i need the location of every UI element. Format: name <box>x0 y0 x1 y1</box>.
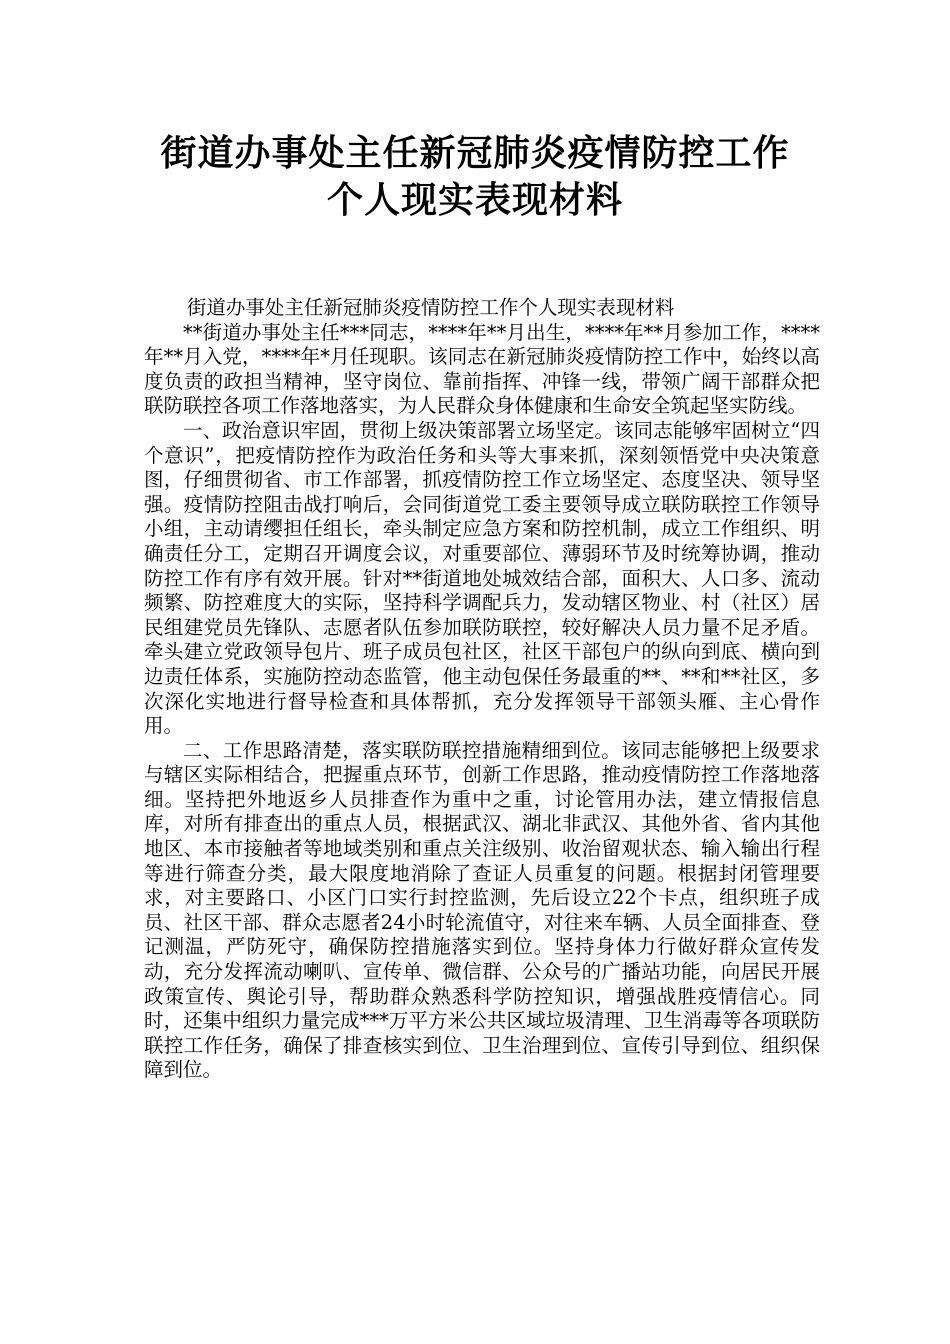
document-title-line-1: 街道办事处主任新冠肺炎疫情防控工作 <box>160 133 790 174</box>
paragraph-section-2: 二、工作思路清楚，落实联防联控措施精细到位。该同志能够把上级要求与辖区实际相结合，把握重点环节，创新工作思路，推动疫情防控工作落地落细。坚持把外地返乡人员排查作为重中之重，讨论管用办法，建立情报信息库，对所有排查出的重点人员，根据武汉、湖北非武汉、其他外省、省内其他地区、本市接触者等地域类别和重点关注级别、收治留观状态、输入输出行程等进行筛查分类，最大限度地消除了查证人员重复的问题。根据封闭管理要求，对主要路口、小区门口实行封控监测，先后设立22个卡点，组织班子成员、社区干部、群众志愿者24小时轮流值守，对往来车辆、人员全面排查、登记测温，严防死守，确保防控措施落实到位。坚持身体力行做好群众宣传发动，充分发挥流动喇叭、宣传单、微信群、公众号的广播站功能，向居民开展政策宣传、舆论引导，帮助群众熟悉科学防控知识，增强战胜疫情信心。同时，还集中组织力量完成***万平方米公共区域垃圾清理、卫生消毒等各项联防联控工作任务，确保了排查核实到位、卫生治理到位、宣传引导到位、组织保障到位。 <box>144 738 820 1082</box>
paragraph-section-1: 一、政治意识牢固，贯彻上级决策部署立场坚定。该同志能够牢固树立“四个意识”，把疫情防控作为政治任务和头等大事来抓，深刻领悟党中央决策意图，仔细贯彻省、市工作部署，抓疫情防控工作立场坚定、态度坚决、领导坚强。疫情防控阻击战打响后，会同街道党工委主要领导成立联防联控工作领导小组，主动请缨担任组长，牵头制定应急方案和防控机制，成立工作组织、明确责任分工，定期召开调度会议，对重要部位、薄弱环节及时统筹协调，推动防控工作有序有效开展。针对**街道地处城效结合部，面积大、人口多、流动频繁、防控难度大的实际，坚持科学调配兵力，发动辖区物业、村（社区）居民组建党员先锋队、志愿者队伍参加联防联控，较好解决人员力量不足矛盾。牵头建立党政领导包片、班子成员包社区，社区干部包户的纵向到底、横向到边责任体系，实施防控动态监管，他主动包保任务最重的**、**和**社区，多次深化实地进行督导检查和具体帮抓，充分发挥领导干部领头雁、主心骨作用。 <box>144 418 820 738</box>
document-body <box>144 296 820 1083</box>
document-subtitle: 街道办事处主任新冠肺炎疫情防控工作个人现实表现材料 <box>186 296 675 319</box>
paragraph-intro: **街道办事处主任***同志，****年**月出生，****年**月参加工作，****年**月入党，****年*月任现职。该同志在新冠肺炎疫情防控工作中，始终以高度负责的政担当精神，坚守岗位、靠前指挥、冲锋一线，带领广阔干部群众把联防联控各项工作落地落实，为人民群众身体健康和生命安全筑起坚实防线。 <box>144 320 820 418</box>
document-title-line-2: 个人现实表现材料 <box>326 180 623 221</box>
